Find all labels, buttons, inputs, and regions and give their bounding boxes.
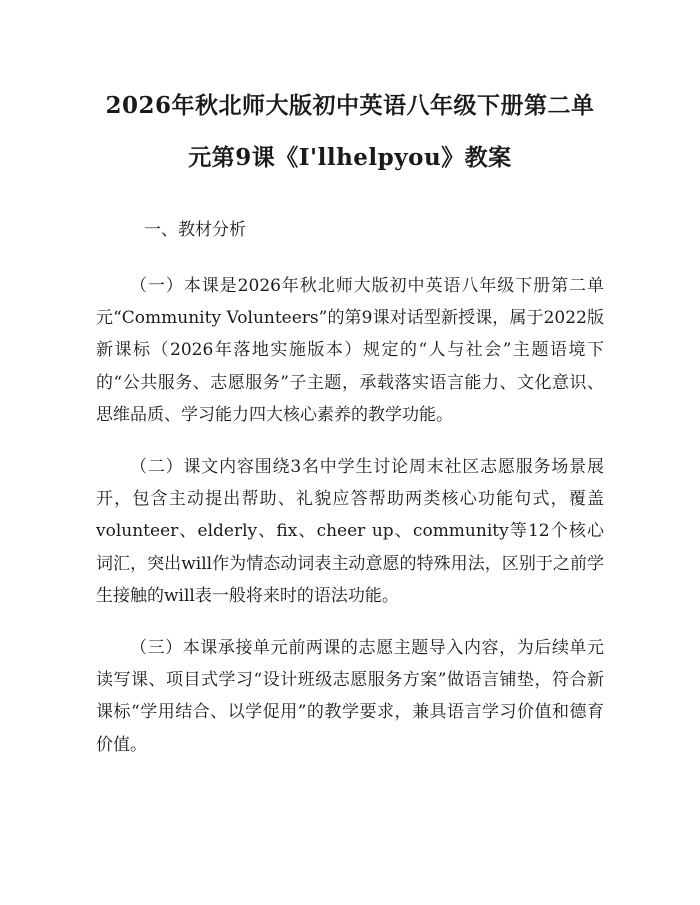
document-title: 2026年秋北师大版初中英语八年级下册第二单元第9课《I'llhelpyou》教案: [105, 92, 595, 171]
paragraph-2: （二）课文内容围绕3名中学生讨论周末社区志愿服务场景展开，包含主动提出帮助、礼貌应答帮助两类核心功能句式，覆盖volunteer、elderly、fix、cheer up、community等12个核心词汇，突出will作为情态动词表主动意愿的特殊用法，区别于之前学生接触的will表一般将来时的语法功能。: [96, 457, 604, 606]
section-heading: 一、教材分析: [144, 220, 246, 240]
paragraph-1: （一）本课是2026年秋北师大版初中英语八年级下册第二单元“Community Volunteers”的第9课对话型新授课，属于2022版新课标（2026年落地实施版本）规定的“人与社会”主题语境下的“公共服务、志愿服务”子主题，承载落实语言能力、文化意识、思维品质、学习能力四大核心素养的教学功能。: [96, 276, 604, 425]
paragraph-3: （三）本课承接单元前两课的志愿主题导入内容，为后续单元读写课、项目式学习“设计班级志愿服务方案”做语言铺垫，符合新课标“学用结合、以学促用”的教学要求，兼具语言学习价值和德育价值。: [96, 638, 604, 755]
